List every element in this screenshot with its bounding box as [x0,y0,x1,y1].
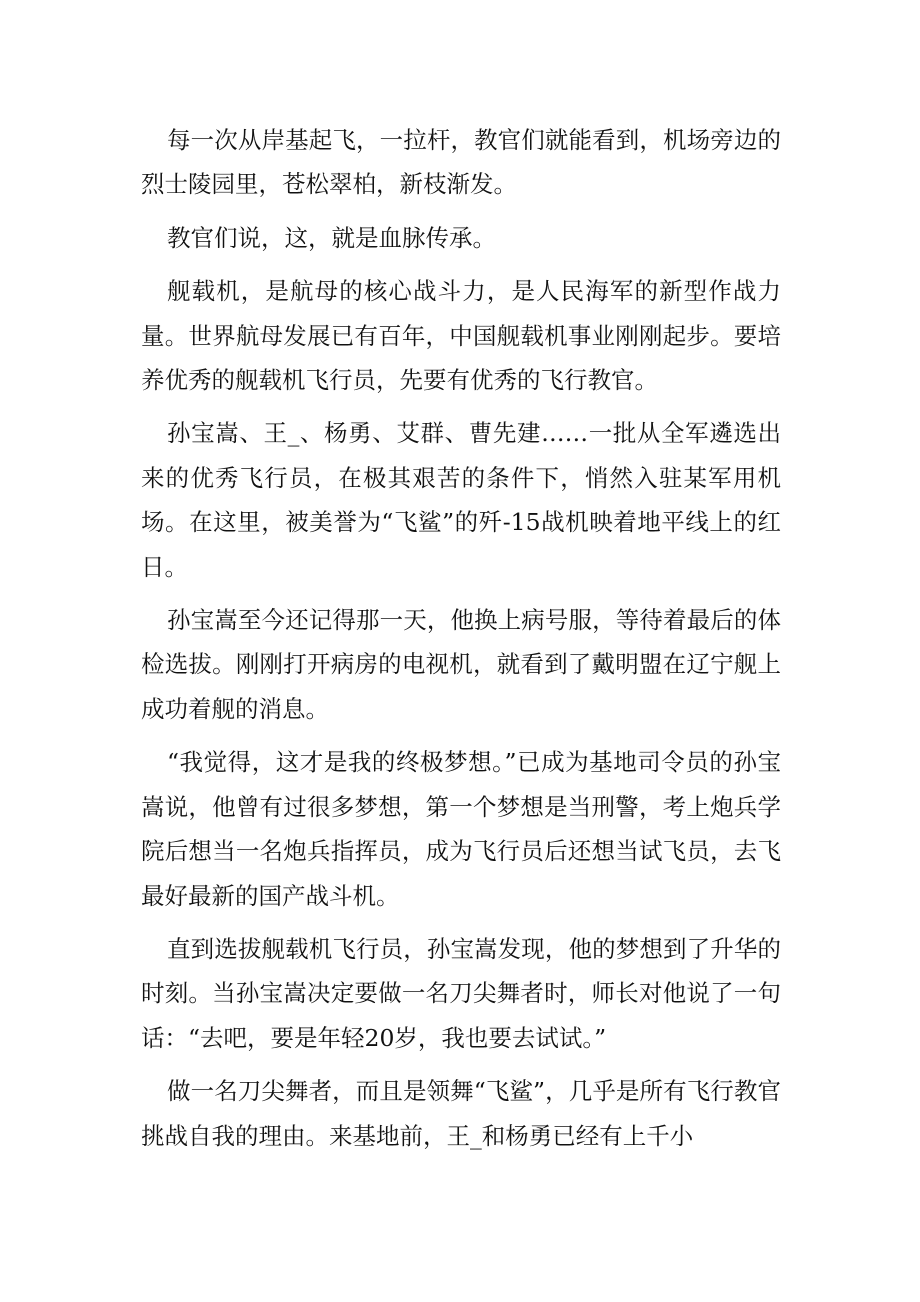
article-body [141,118,781,1167]
paragraph: “我觉得，这才是我的终极梦想。”已成为基地司令员的孙宝嵩说，他曾有过很多梦想，第一个梦想是当刑警，考上炮兵学院后想当一名炮兵指挥员，成为飞行员后还想当试飞员，去飞最好最新的国产战斗机。 [141,748,781,910]
paragraph: 舰载机，是航母的核心战斗力，是人民海军的新型作战力量。世界航母发展已有百年，中国舰载机事业刚刚起步。要培养优秀的舰载机飞行员，先要有优秀的飞行教官。 [141,277,781,395]
paragraph: 孙宝嵩至今还记得那一天，他换上病号服，等待着最后的体检选拔。刚刚打开病房的电视机，就看到了戴明盟在辽宁舰上成功着舰的消息。 [141,606,781,723]
paragraph: 直到选拔舰载机飞行员，孙宝嵩发现，他的梦想到了升华的时刻。当孙宝嵩决定要做一名刀尖舞者时，师长对他说了一句话：“去吧，要是年轻20岁，我也要去试试。” [141,934,781,1052]
paragraph: 教官们说，这，就是血脉传承。 [167,223,496,252]
paragraph: 每一次从岸基起飞，一拉杆，教官们就能看到，机场旁边的烈士陵园里，苍松翠柏，新枝渐发。 [141,126,781,199]
paragraph: 孙宝嵩、王_、杨勇、艾群、曹先建……一批从全军遴选出来的优秀飞行员，在极其艰苦的条件下，悄然入驻某军用机场。在这里，被美誉为“飞鲨”的歼-15战机映着地平线上的红日。 [141,419,781,581]
paragraph: 做一名刀尖舞者，而且是领舞“飞鲨”，几乎是所有飞行教官挑战自我的理由。来基地前，王_和杨勇已经有上千小 [141,1077,781,1150]
